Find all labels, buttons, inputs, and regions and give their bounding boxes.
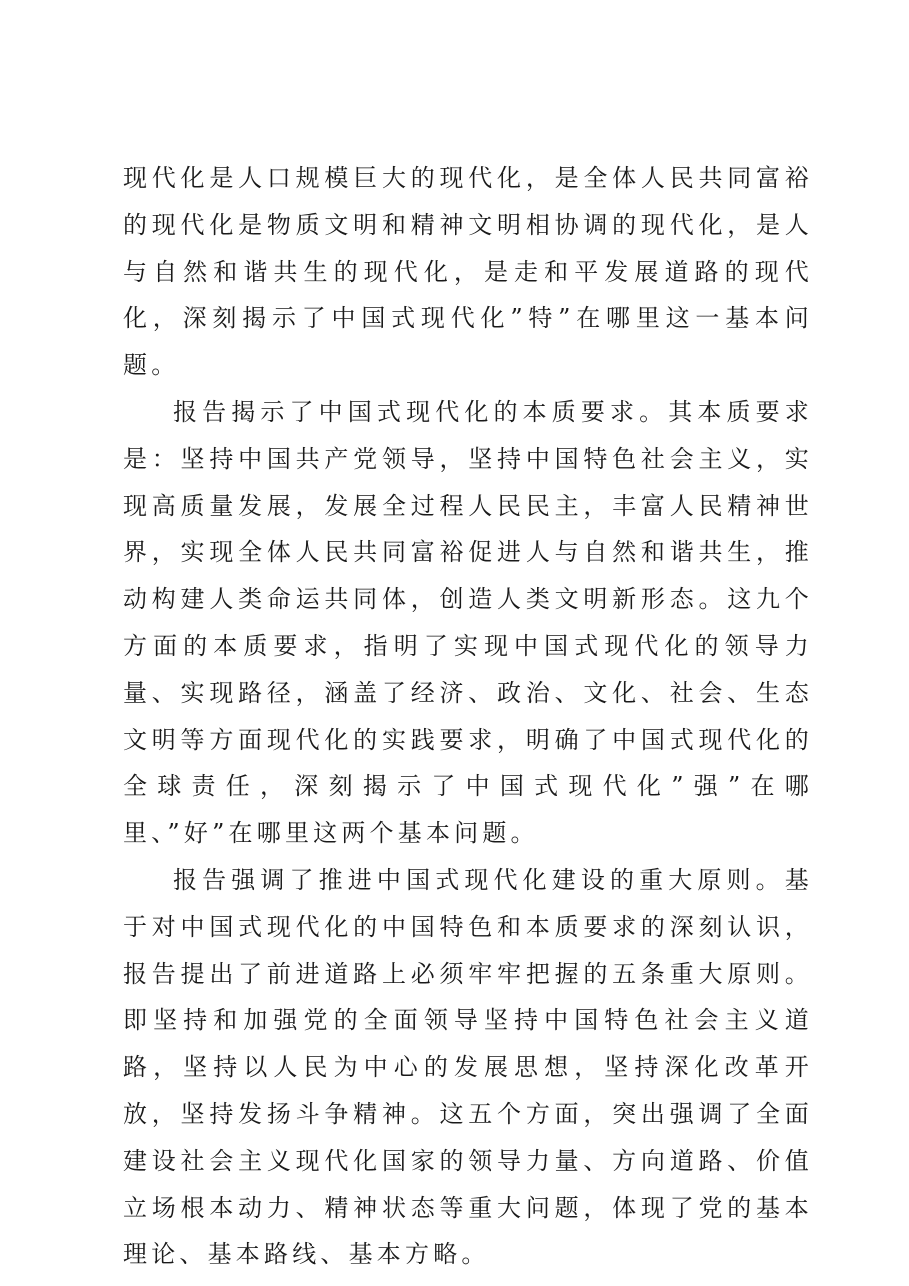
paragraph-essential-requirements: 报告揭示了中国式现代化的本质要求。其本质要求是：坚持中国共产党领导，坚持中国特色社会主义，实现高质量发展，发展全过程人民民主，丰富人民精神世界，实现全体人民共同富裕促进人与自然和谐共生，推动构建人类命运共同体，创造人类文明新形态。这九个方面的本质要求，指明了实现中国式现代化的领导力量、实现路径，涵盖了经济、政治、文化、社会、生态文明等方面现代化的实践要求，明确了中国式现代化的全球责任，深刻揭示了中国式现代化”强”在哪里、”好”在哪里这两个基本问题。	[123, 397, 813, 848]
paragraph-major-principles: 报告强调了推进中国式现代化建设的重大原则。基于对中国式现代化的中国特色和本质要求的深刻认识，报告提出了前进道路上必须牢牢把握的五条重大原则。即坚持和加强党的全面领导坚持中国特色社会主义道路，坚持以人民为中心的发展思想，坚持深化改革开放，坚持发扬斗争精神。这五个方面，突出强调了全面建设社会主义现代化国家的领导力量、方向道路、价值立场根本动力、精神状态等重大问题，体现了党的基本理论、基本路线、基本方略。	[123, 865, 813, 1269]
paragraph-continuation: 现代化是人口规模巨大的现代化，是全体人民共同富裕的现代化是物质文明和精神文明相协调的现代化，是人与自然和谐共生的现代化，是走和平发展道路的现代化，深刻揭示了中国式现代化”特”在哪里这一基本问题。	[123, 164, 813, 380]
document-body	[123, 155, 813, 1278]
